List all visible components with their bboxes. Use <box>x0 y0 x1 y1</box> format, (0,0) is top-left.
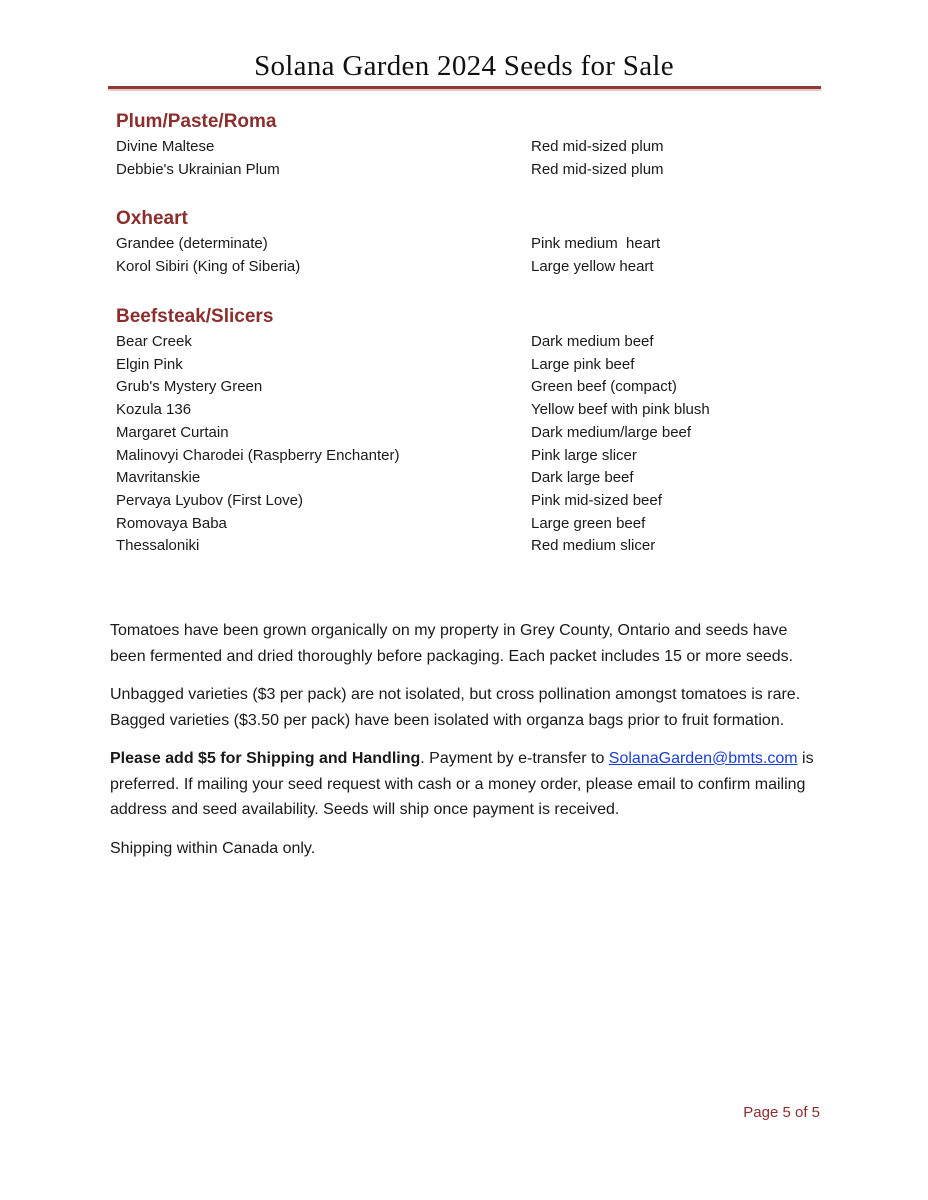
category-oxheart <box>116 207 816 278</box>
category-heading: Beefsteak/Slicers <box>116 306 274 327</box>
variety-description: Dark large beef <box>531 469 634 487</box>
variety-name: Debbie's Ukrainian Plum <box>116 160 280 178</box>
variety-description: Pink mid-sized beef <box>531 491 662 509</box>
list-item <box>116 376 816 399</box>
list-item <box>116 513 816 536</box>
list-item <box>116 331 816 354</box>
variety-name: Malinovyi Charodei (Raspberry Enchanter) <box>116 446 400 464</box>
variety-description: Dark medium beef <box>531 333 654 350</box>
variety-name: Bear Creek <box>116 333 192 350</box>
list-item <box>116 490 816 513</box>
variety-name: Kozula 136 <box>116 401 192 419</box>
variety-description: Pink large slicer <box>531 446 637 464</box>
email-link[interactable]: SolanaGarden@bmts.com <box>608 750 798 767</box>
variety-description: Red mid-sized plum <box>531 138 664 155</box>
list-item <box>116 159 816 182</box>
category-plum-paste-roma <box>116 110 816 181</box>
shipping-payment-note <box>110 746 822 823</box>
shipping-region-note: Shipping within Canada only. <box>110 839 316 857</box>
variety-name: Grandee (determinate) <box>116 235 268 252</box>
variety-description: Yellow beef with pink blush <box>531 401 710 419</box>
payment-details-text: is preferred. If mailing your seed request with cash or a money order, please email to confirm mailing address and seed availability. Seeds will ship once payment is received. <box>110 750 814 818</box>
variety-description: Dark medium/large beef <box>531 423 692 441</box>
category-beefsteak-slicers <box>116 305 816 558</box>
category-heading: Oxheart <box>116 208 188 229</box>
variety-description: Red mid-sized plum <box>531 160 664 178</box>
shipping-fee-text: Please add $5 for Shipping and Handling <box>110 750 421 767</box>
variety-name: Thessaloniki <box>116 537 200 555</box>
list-item <box>116 256 816 279</box>
list-item <box>116 422 816 445</box>
list-item <box>116 354 816 377</box>
growing-note: Tomatoes have been grown organically on my property in Grey County, Ontario and seeds have been fermented and dried thoroughly before packaging. Each packet includes 15 or more seeds. <box>110 622 794 665</box>
page-number: Page 5 of 5 <box>743 1104 820 1121</box>
payment-text: . Payment by e-transfer to <box>420 750 609 767</box>
variety-name: Margaret Curtain <box>116 423 229 441</box>
variety-description: Large pink beef <box>531 355 635 373</box>
list-item <box>116 136 816 159</box>
list-item <box>116 399 816 422</box>
pricing-note: Unbagged varieties ($3 per pack) are not isolated, but cross pollination amongst tomatoes is rare. Bagged varieties ($3.50 per pack) have been isolated with organza bags prior to fruit formation. <box>110 686 801 729</box>
list-item <box>116 445 816 468</box>
list-item <box>116 467 816 490</box>
variety-description: Pink medium heart <box>531 235 661 252</box>
title-divider <box>108 86 821 89</box>
page-title: Solana Garden 2024 Seeds for Sale <box>254 50 674 82</box>
list-item <box>116 233 816 256</box>
variety-description: Large yellow heart <box>531 257 654 275</box>
variety-description: Red medium slicer <box>531 537 656 555</box>
variety-name: Elgin Pink <box>116 355 183 373</box>
notes-section <box>110 618 822 874</box>
variety-name: Grub's Mystery Green <box>116 378 263 396</box>
variety-description: Green beef (compact) <box>531 378 677 396</box>
variety-name: Romovaya Baba <box>116 514 227 532</box>
variety-description: Large green beef <box>531 514 646 532</box>
variety-name: Mavritanskie <box>116 469 201 487</box>
variety-name: Divine Maltese <box>116 138 215 155</box>
variety-name: Pervaya Lyubov (First Love) <box>116 491 304 509</box>
list-item <box>116 535 816 558</box>
variety-name: Korol Sibiri (King of Siberia) <box>116 257 301 275</box>
category-heading: Plum/Paste/Roma <box>116 111 277 132</box>
